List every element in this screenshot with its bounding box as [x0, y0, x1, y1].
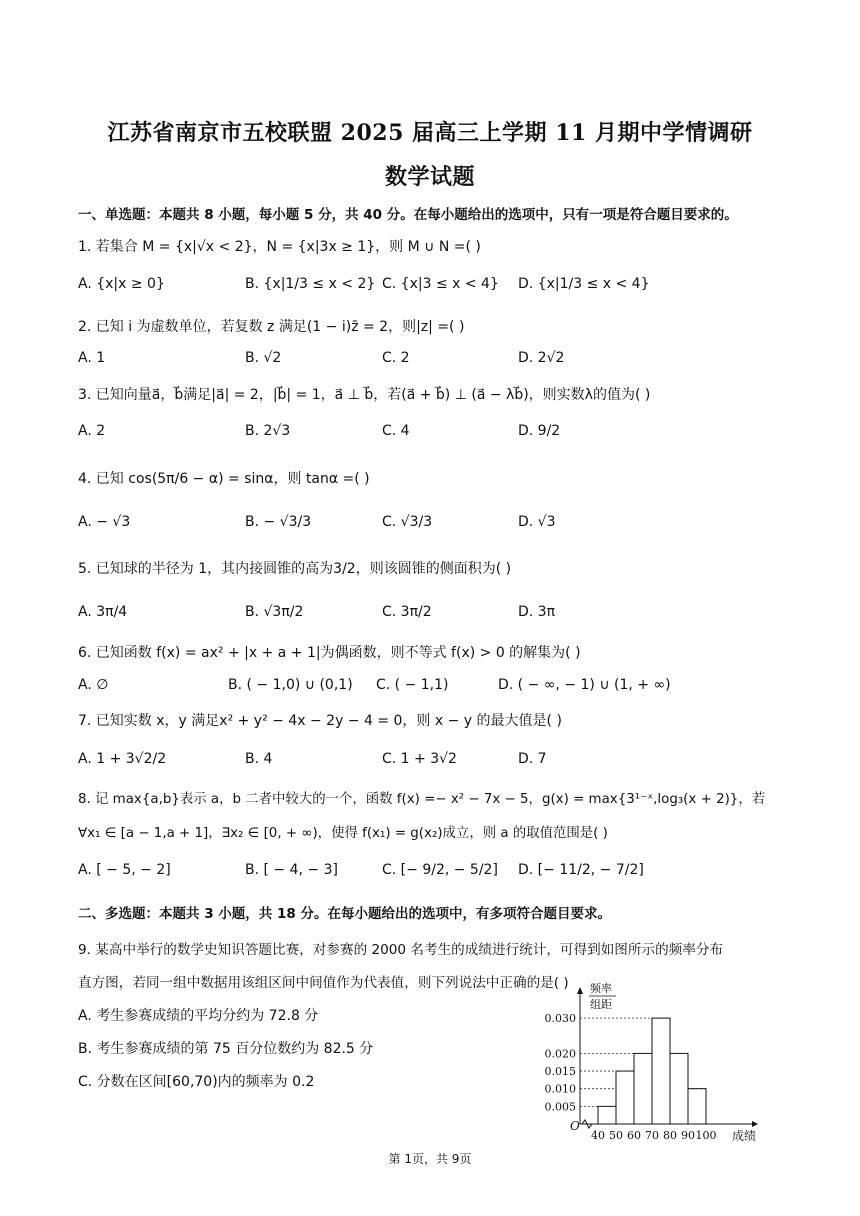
histogram-bar-50-60 [616, 1071, 634, 1124]
q9-option-c: C. 分数在区间[60,70)内的频率为 0.2 [78, 1074, 315, 1090]
q9-option-b: B. 考生参赛成绩的第 75 百分位数约为 82.5 分 [78, 1041, 374, 1057]
x-tick-label-50: 50 [609, 1129, 623, 1142]
q9-option-a: A. 考生参赛成绩的平均分约为 72.8 分 [78, 1008, 319, 1024]
origin-label: O [570, 1119, 580, 1133]
question-7: 7. 已知实数 x，y 满足x² + y² − 4x − 2y − 4 = 0，则 x − y 的最大值是( ) [78, 713, 562, 729]
q7-option-d: D. 7 [518, 751, 547, 767]
question-8: 8. 记 max{a,b}表示 a，b 二者中较大的一个，函数 f(x) =− x² − 7x − 5，g(x) = max{3¹⁻ˣ,log₃(x + 2)}，若 [78, 792, 766, 807]
y-tick-label-0: 0.005 [544, 1100, 576, 1114]
q2-option-a: A. 1 [78, 350, 106, 366]
y-axis-label-top: 频率 [590, 982, 612, 995]
q8-option-a: A. [ − 5, − 2] [78, 862, 171, 878]
question-5: 5. 已知球的半径为 1，其内接圆锥的高为3/2，则该圆锥的侧面积为( ) [78, 561, 512, 577]
q5-option-a: A. 3π/4 [78, 604, 128, 620]
histogram-bar-70-80 [652, 1018, 670, 1124]
y-tick-label-3: 0.020 [544, 1047, 576, 1061]
q2-option-c: C. 2 [382, 350, 410, 366]
y-tick-label-2: 0.015 [544, 1065, 576, 1079]
q7-option-a: A. 1 + 3√2/2 [78, 751, 167, 767]
x-tick-label-70: 70 [645, 1129, 659, 1142]
q5-option-d: D. 3π [518, 604, 556, 620]
histogram-bar-80-90 [670, 1053, 688, 1124]
y-tick-label-1: 0.010 [544, 1082, 576, 1096]
q3-option-c: C. 4 [382, 423, 410, 439]
section-multiple-choice: 二、多选题：本题共 3 小题，共 18 分。在每小题给出的选项中，有多项符合题目要求。 [78, 906, 611, 922]
q6-option-b: B. ( − 1,0) ∪ (0,1) [228, 677, 353, 693]
q3-option-b: B. 2√3 [245, 423, 291, 439]
histogram-bar-90-100 [688, 1089, 706, 1124]
question-1: 1. 若集合 M = {x|√x < 2}，N = {x|3x ≥ 1}，则 M ∪ N =( ) [78, 239, 481, 255]
x-axis-arrow [752, 1121, 758, 1127]
q7-option-c: C. 1 + 3√2 [382, 751, 457, 767]
q4-option-d: D. √3 [518, 514, 556, 530]
q4-option-b: B. − √3/3 [245, 514, 312, 530]
q3-option-d: D. 9/2 [518, 423, 561, 439]
frequency-histogram [540, 982, 770, 1142]
exam-subject: 数学试题 [384, 164, 475, 190]
q1-option-a: A. {x|x ≥ 0} [78, 276, 165, 292]
q8-option-c: C. [− 9/2, − 5/2] [382, 862, 498, 878]
q1-option-b: B. {x|1/3 ≤ x < 2} [245, 276, 376, 292]
question-8-continued: ∀x₁ ∈ [a − 1,a + 1]，∃x₂ ∈ [0, + ∞)，使得 f(x₁) = g(x₂)成立，则 a 的取值范围是( ) [78, 826, 608, 841]
x-axis-label: 成绩 [732, 1129, 757, 1142]
q4-option-c: C. √3/3 [382, 514, 433, 530]
question-3: 3. 已知向量a⃗，b⃗满足|a⃗| = 2，|b⃗| = 1，a⃗ ⊥ b⃗，若(a⃗ + b⃗) ⊥ (a⃗ − λb⃗)，则实数λ的值为( ) [78, 387, 651, 403]
q5-option-b: B. √3π/2 [245, 604, 304, 620]
y-axis-arrow [577, 987, 583, 994]
y-tick-label-4: 0.030 [544, 1012, 576, 1026]
histogram-bar-60-70 [634, 1053, 652, 1124]
q4-option-a: A. − √3 [78, 514, 131, 530]
x-tick-label-100: 100 [695, 1129, 717, 1142]
q6-option-d: D. ( − ∞, − 1) ∪ (1, + ∞) [498, 677, 671, 693]
section-single-choice: 一、单选题：本题共 8 小题，每小题 5 分，共 40 分。在每小题给出的选项中，只有一项是符合题目要求的。 [78, 207, 738, 223]
q6-option-a: A. ∅ [78, 677, 109, 693]
x-tick-label-90: 90 [681, 1129, 695, 1142]
question-6: 6. 已知函数 f(x) = ax² + |x + a + 1|为偶函数，则不等式 f(x) > 0 的解集为( ) [78, 645, 581, 661]
y-axis-label-bottom: 组距 [590, 998, 612, 1011]
q8-option-d: D. [− 11/2, − 7/2] [518, 862, 644, 878]
page-footer: 第 1页，共 9页 [388, 1152, 472, 1166]
x-tick-label-80: 80 [663, 1129, 677, 1142]
q1-option-d: D. {x|1/3 ≤ x < 4} [518, 276, 650, 292]
histogram-bar-40-50 [598, 1106, 616, 1124]
question-2: 2. 已知 i 为虚数单位，若复数 z 满足(1 − i)z̄ = 2，则|z| =( ) [78, 319, 465, 335]
q8-option-b: B. [ − 4, − 3] [245, 862, 338, 878]
question-9-continued: 直方图，若同一组中数据用该组区间中间值作为代表值，则下列说法中正确的是( ) [78, 975, 569, 991]
exam-title: 江苏省南京市五校联盟 2025 届高三上学期 11 月期中学情调研 [107, 120, 753, 146]
q2-option-b: B. √2 [245, 350, 282, 366]
q2-option-d: D. 2√2 [518, 350, 565, 366]
q1-option-c: C. {x|3 ≤ x < 4} [382, 276, 499, 292]
question-4: 4. 已知 cos(5π/6 − α) = sinα，则 tanα =( ) [78, 471, 370, 487]
x-tick-label-60: 60 [627, 1129, 641, 1142]
q7-option-b: B. 4 [245, 751, 273, 767]
question-9: 9. 某高中举行的数学史知识答题比赛，对参赛的 2000 名考生的成绩进行统计，可得到如图所示的频率分布 [78, 942, 724, 958]
x-tick-label-40: 40 [591, 1129, 605, 1142]
q5-option-c: C. 3π/2 [382, 604, 432, 620]
q3-option-a: A. 2 [78, 423, 106, 439]
q6-option-c: C. ( − 1,1) [376, 677, 449, 693]
